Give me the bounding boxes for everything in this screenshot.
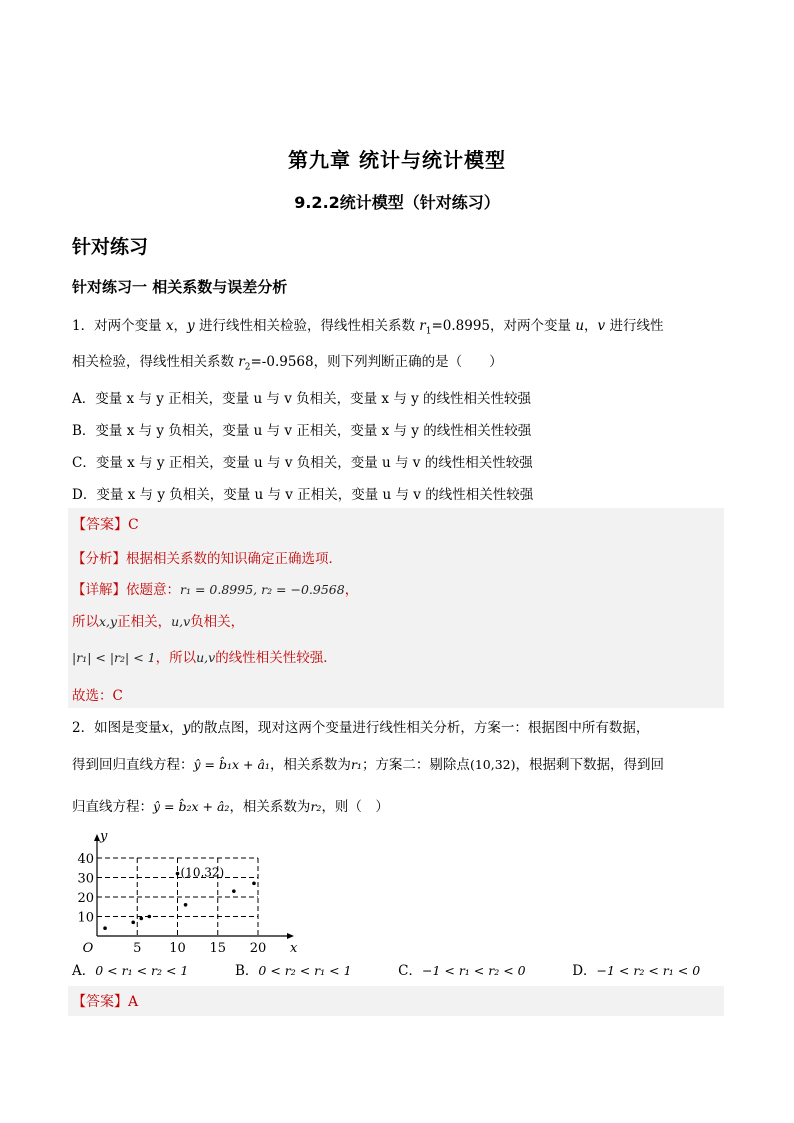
q1-text: 1．对两个变量: [72, 318, 162, 334]
q1-text: 相关检验，得线性相关系数: [72, 354, 234, 370]
y-tick-label: 40: [77, 852, 94, 867]
page-subtitle: 9.2.2统计模型（针对练习）: [294, 193, 500, 212]
y-tick-label: 30: [77, 871, 94, 887]
q1-text: ，: [584, 318, 598, 334]
q1-answer: 【答案】C: [72, 517, 139, 533]
x-tick-label: 5: [133, 941, 142, 954]
q2-option-d: D．−1 < r₂ < r₁ < 0: [572, 963, 701, 979]
q1-r2-value: =-0.9568: [250, 354, 314, 370]
q1-detail-math: r₁ = 0.8995, r₂ = −0.9568: [180, 582, 345, 597]
q1-detail-line2: 所以x,y正相关，u,v负相关，: [72, 614, 245, 630]
q1-option-d: D．变量 x 与 y 负相关，变量 u 与 v 正相关，变量 u 与 v 的线性相关性较强: [72, 487, 534, 503]
scatter-point: [103, 926, 107, 930]
scatter-point: [184, 903, 188, 907]
q2-solution-panel: [68, 986, 724, 1016]
scatter-point: [131, 921, 135, 925]
q1-option-a: A．变量 x 与 y 正相关，变量 u 与 v 负相关，变量 x 与 y 的线性相关性较强: [72, 391, 532, 407]
x-tick-label: 10: [169, 941, 186, 954]
y-axis-label: y: [100, 829, 108, 844]
q1-option-c: C．变量 x 与 y 正相关，变量 u 与 v 负相关，变量 u 与 v 的线性相关性较强: [72, 455, 533, 471]
q1-stem-line2: 相关检验，得线性相关系数 $r_2=-0.9568$，则下列判断正确的是（ ）: [72, 354, 503, 373]
q1-detail: 【详解】依题意：r₁ = 0.8995, r₂ = −0.9568，: [72, 582, 359, 598]
scatter-point: [232, 889, 236, 893]
q1-stem-line1: 1．对两个变量 x，y 进行线性相关检验，得线性相关系数 $r_1=0.8995$，对两个变量 u，v 进行线性: [72, 318, 664, 337]
x-axis-arrow: [287, 933, 294, 939]
page-title: 第九章 统计与统计模型: [288, 148, 506, 172]
scatter-point: [176, 872, 180, 876]
q2-option-c: C．−1 < r₁ < r₂ < 0: [398, 963, 526, 979]
q1-text: ，则下列判断正确的是（ ）: [313, 354, 503, 370]
q1-compare-math: |r₁| < |r₂| < 1: [72, 650, 156, 665]
x-tick-label: 20: [249, 941, 267, 954]
scatter-point: [139, 917, 143, 921]
scatter-point: [252, 882, 256, 886]
q2-stem-line2: 得到回归直线方程：ŷ = b̂₁x + â₁，相关系数为r₁；方案二：剔除点(10,32)，根据剩下数据，得到回: [72, 757, 664, 773]
q1-text: 进行线性: [609, 318, 664, 334]
q1-analysis: 【分析】根据相关系数的知识确定正确选项．: [72, 551, 342, 567]
q1-text: ，对两个变量: [490, 318, 572, 334]
q1-detail-line3: |r₁| < |r₂| < 1，所以u,v的线性相关性较强．: [72, 650, 337, 666]
scatter-plot: [68, 826, 318, 954]
q2-option-b: B．0 < r₂ < r₁ < 1: [234, 963, 352, 979]
origin-label: O: [82, 941, 94, 954]
point-annotation: (10,32): [180, 865, 225, 880]
q2-option-a: A．0 < r₁ < r₂ < 1: [72, 963, 189, 979]
q1-r1-value: =0.8995: [431, 318, 491, 334]
q1-solution-panel: [68, 508, 724, 708]
y-tick-label: 20: [77, 891, 94, 906]
q1-text: 进行线性相关检验，得线性相关系数: [198, 318, 415, 334]
q2-stem-line3: 归直线方程：ŷ = b̂₂x + â₂，相关系数为r₂，则（ ）: [72, 799, 389, 815]
q2-equation-2: ŷ = b̂₂x + â₂: [153, 799, 230, 814]
q2-stem-line1: 2．如图是变量x，y的散点图，现对这两个变量进行线性相关分析，方案一：根据图中所有数据，: [72, 720, 650, 736]
x-axis-label: x: [290, 941, 298, 954]
scatter-point: [148, 915, 152, 919]
q2-equation-1: ŷ = b̂₁x + â₁: [193, 757, 270, 772]
y-tick-label: 10: [77, 910, 94, 926]
x-tick-label: 15: [209, 941, 227, 954]
q2-answer: 【答案】A: [72, 994, 139, 1010]
subsection-heading: 针对练习一 相关系数与误差分析: [72, 278, 288, 296]
section-heading: 针对练习: [72, 236, 149, 258]
q1-option-b: B．变量 x 与 y 负相关，变量 u 与 v 正相关，变量 x 与 y 的线性相关性较强: [72, 423, 532, 439]
q1-choose: 故选：C: [72, 688, 123, 704]
q2-options: [72, 959, 700, 979]
q1-text: ，: [173, 318, 188, 334]
